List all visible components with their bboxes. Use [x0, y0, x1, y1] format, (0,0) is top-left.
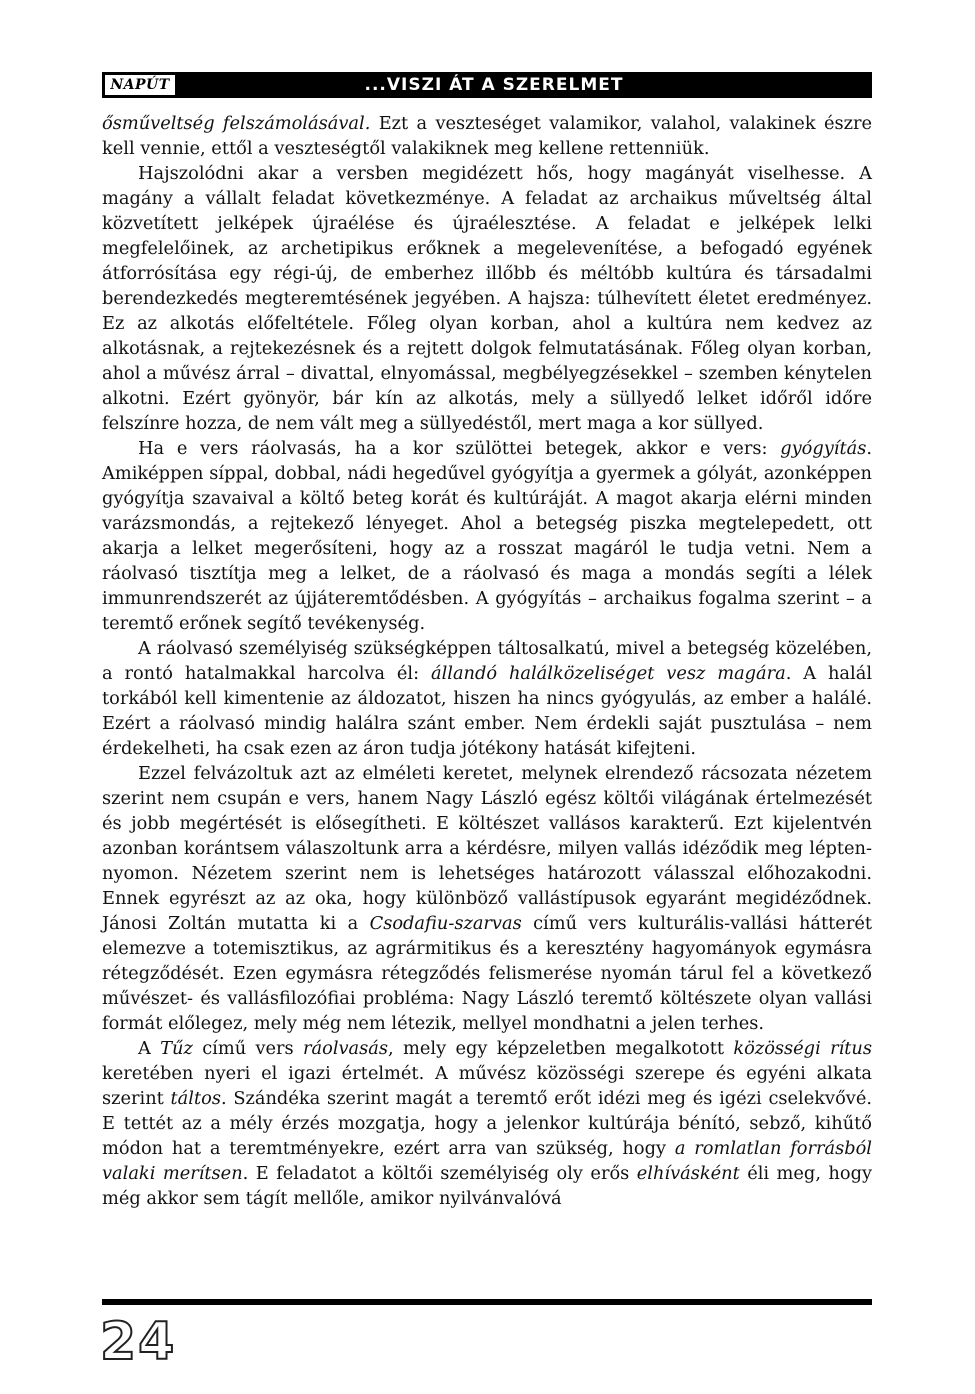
paragraph: [102, 761, 872, 1036]
text-run: éli meg, hogy még akkor sem tágít mellőle, amikor nyilvánvalóvá: [102, 1163, 873, 1209]
italic-run: Csodafiu-szarvas: [369, 913, 522, 934]
text-run: keretében nyeri el igazi értelmét. A művész közösségi szerepe és egyéni alkata szerint: [102, 1063, 872, 1109]
running-title: ...VISZI ÁT A SZERELMET: [364, 75, 624, 95]
italic-run: ráolvasás: [303, 1038, 389, 1059]
italic-run: táltos: [170, 1088, 221, 1109]
text-run: . E feladatot a költői személyiség oly erős: [242, 1163, 637, 1184]
italic-run: gyógyítás: [780, 438, 867, 459]
italic-run: a romlatlan forrásból valaki merítsen: [102, 1138, 872, 1184]
italic-run: közösségi rítus: [733, 1038, 872, 1059]
italic-run: Tűz: [160, 1038, 193, 1059]
text-run: A ráolvasó személyiség szükségképpen táltosalkatú, mivel a betegség közelében, a rontó hatalmakkal harcolva él:: [102, 638, 872, 684]
text-run: Ha e vers ráolvasás, ha a kor szülöttei betegek, akkor e vers:: [138, 438, 781, 459]
text-run: című vers: [192, 1038, 304, 1059]
paragraph: [102, 636, 872, 761]
footer-rule: [102, 1299, 872, 1305]
page-number: 24: [100, 1312, 177, 1372]
paragraph: [102, 436, 872, 636]
italic-run: állandó halálközeliséget vesz magára: [430, 663, 786, 684]
text-run: A: [138, 1038, 161, 1059]
text-run: Ezt a veszteséget valamikor, valahol, valakinek észre kell vennie, ettől a veszteségtől valakiknek meg kellene rettenniük.: [102, 113, 872, 159]
text-run: Ezzel felvázoltuk azt az elméleti keretet, melynek elrendező rácsozata nézetem szerint nem csupán e vers, hanem Nagy László egész költői világának értelmezését és jobb megértését is elősegítheti. E költészet vallásos karakterű. Ezt kijelentvén azonban korántsem válaszoltunk arra a kérdésre, milyen vallás idéződik meg lépten-nyomon. Nézetem szerint nem is lehetséges határozott válasszal előhozakodni. Ennek egyrészt az az oka, hogy különböző vallástípusok egyaránt megidéződnek. Jánosi Zoltán mutatta ki a: [102, 763, 872, 934]
text-run: . A halál torkából kell kimentenie az áldozatot, hiszen ha nincs gyógyulás, az ember a halálé. Ezért a ráolvasó mindig halálra szánt ember. Nem érdekli saját pusztulása – nem érdekelheti, ha csak ezen az áron tudja jótékony hatását kifejteni.: [102, 663, 873, 759]
paragraph: [102, 161, 872, 436]
body-text: [102, 111, 872, 1211]
italic-run: elhívásként: [636, 1163, 740, 1184]
text-run: . Amiképpen síppal, dobbal, nádi hegedűvel gyógyítja a gyermek a gólyát, azonképpen gyógyítja szavaival a költő beteg korát és kultúráját. A magot akarja elérni minden varázsmondás, a rejtekező lényeget. Ahol a betegség piszka megtelepedett, ott akarja a lelket megerősíteni, hogy az a rosszat magáról le tudja vetni. Nem a ráolvasó tisztítja meg a lelket, de a ráolvasó és maga a mondás segíti a lélek immunrendszerét az újjáteremtődésben. A gyógyítás – archaikus fogalma szerint – a teremtő erőnek segítő tevékenység.: [102, 438, 872, 634]
text-run: című vers kulturális-vallási hátterét elemezve a totemisztikus, az agrármitikus és a keresztény hagyományok egymásra rétegződését. Ezen egymásra rétegződés felismerése nyomán tárul fel a következő művészet- és vallásfilozófiai probléma: Nagy László teremtő költészete olyan vallási formát előlegez, mely még nem létezik, mellyel mondhatni a jelen terhes.: [102, 913, 872, 1034]
paragraph: [102, 1036, 872, 1211]
text-run: . Szándéka szerint magát a teremtő erőt idézi meg és igézi cselekvővé. E tettét az a mély érzés mozgatja, hogy a jelenkor kultúrája bénító, sebző, kihűtő módon hat a teremtményekre, ezért arra van szükség, hogy: [102, 1088, 873, 1159]
italic-run: ősműveltség felszámolásával.: [102, 113, 371, 134]
text-run: , mely egy képzeletben megalkotott: [388, 1038, 734, 1059]
text-run: Hajszolódni akar a versben megidézett hős, hogy magányát viselhesse. A magány a vállalt feladat következménye. A feladat az archaikus műveltség által közvetített jelképek újraélése és újraélesztése. A feladat e jelképek lelki megfelelőinek, az archetipikus erőknek a megelevenítése, a befogadó egyének átforrósítása egy régi-új, de emberhez illőbb és méltóbb kultúra és társadalmi berendezkedés megteremtésének jegyében. A hajsza: túlhevített életet eredményez. Ez az alkotás előfeltétele. Főleg olyan korban, ahol a kultúra nem kedvez az alkotásnak, a rejtekezésnek és a rejtett dolgok felmutatásának. Főleg olyan korban, ahol a művész árral – divattal, elnyomással, megbélyegzésekkel – szemben kénytelen alkotni. Ezért gyönyör, bár kín az alkotás, mely a süllyedő lelket időről időre felszínre hozza, de nem vált meg a süllyedéstől, mert maga a kor süllyed.: [102, 163, 872, 434]
running-header: [102, 72, 872, 98]
naput-logo: NAPÚT: [104, 74, 176, 96]
paragraph: [102, 111, 872, 161]
